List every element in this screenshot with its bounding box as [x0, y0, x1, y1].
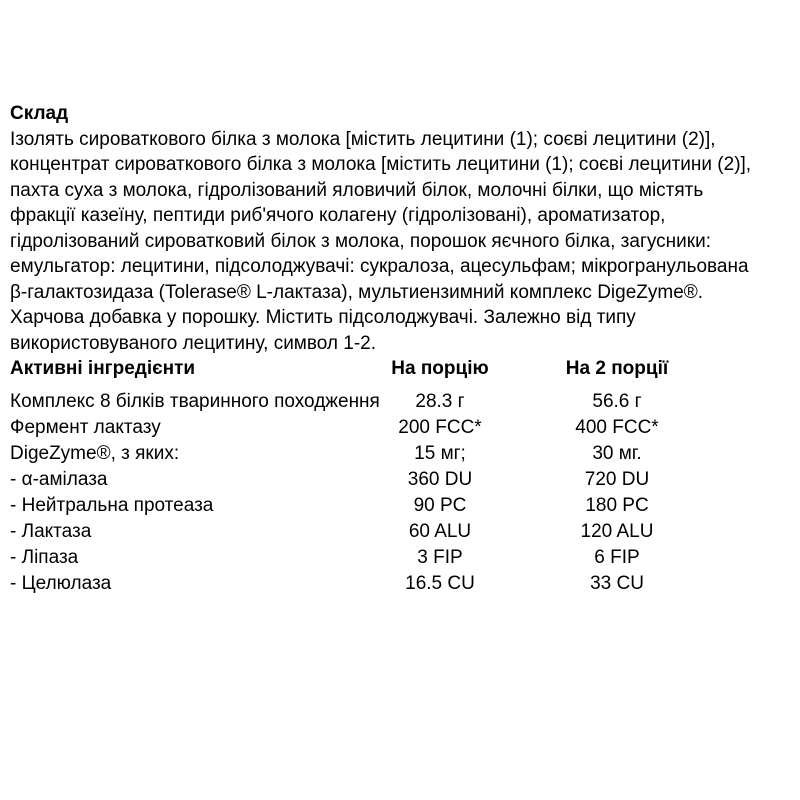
header-per-serving: На порцію: [391, 358, 489, 379]
table-row: [10, 441, 744, 467]
header-active-ingredients: Активні інгредієнти: [10, 358, 196, 379]
table-row: [10, 571, 744, 597]
per-serving-value: 28.3 г: [415, 391, 465, 412]
per-two-servings-value: 56.6 г: [592, 391, 642, 412]
table-row: [10, 415, 744, 441]
ingredient-label: - Целюлаза: [10, 573, 112, 594]
ingredients-paragraph: [10, 127, 790, 357]
ingredients-line: Харчова добавка у порошку. Містить підсолоджувачі. Залежно від типу: [10, 307, 636, 328]
ingredient-label: - Нейтральна протеаза: [10, 495, 214, 516]
table-row: [10, 519, 744, 545]
ingredients-line: концентрат сироваткового білка з молока [містить лецитини (1); соєві лецитини (2)],: [10, 154, 752, 175]
ingredient-label: - Лактаза: [10, 521, 92, 542]
per-two-servings-value: 33 CU: [590, 573, 644, 594]
ingredients-line: використовуваного лецитину, символ 1-2.: [10, 332, 377, 354]
ingredients-line: Ізолять сироваткового білка з молока [містить лецитини (1); соєві лецитини (2)],: [10, 128, 716, 150]
table-row: [10, 382, 744, 415]
ingredients-line: пахта суха з молока, гідролізований яловичий білок, молочні білки, що містять: [10, 179, 704, 201]
table-row: [10, 467, 744, 493]
table-row: [10, 545, 744, 571]
ingredients-line: гідролізований сироватковий білок з молока, порошок яєчного білка, загусники:: [10, 230, 711, 252]
per-serving-value: 200 FCC*: [398, 417, 482, 438]
ingredient-label: Комплекс 8 білків тваринного походження: [10, 391, 380, 412]
per-serving-value: 3 FIP: [417, 547, 463, 568]
per-serving-value: 60 ALU: [408, 521, 472, 542]
per-serving-value: 15 мг;: [414, 443, 466, 464]
ingredient-label: - α-амілаза: [10, 469, 108, 490]
table-row: [10, 493, 744, 519]
per-two-servings-value: 720 DU: [584, 469, 650, 490]
per-two-servings-value: 120 ALU: [580, 521, 654, 542]
ingredient-label: DigeZyme®, з яких:: [10, 443, 180, 464]
ingredients-line: емульгатор: лецитини, підсолоджувачі: сукралоза, ацесульфам; мікрогранульована: [10, 256, 749, 277]
ingredients-line: фракції казеїну, пептиди риб'ячого колагену (гідролізовані), ароматизатор,: [10, 205, 666, 226]
per-two-servings-value: 400 FCC*: [575, 417, 659, 438]
ingredient-label: - Ліпаза: [10, 547, 79, 568]
composition-heading: Склад: [10, 103, 69, 124]
header-per-two-servings: На 2 порції: [565, 358, 669, 379]
per-serving-value: 360 DU: [407, 469, 473, 490]
ingredients-line: β-галактозидаза (Tolerase® L-лактаза), мультиензимний комплекс DigeZyme®.: [10, 281, 704, 303]
per-serving-value: 16.5 CU: [405, 573, 475, 594]
table-header-row: [10, 356, 744, 382]
per-serving-value: 90 PC: [413, 495, 467, 516]
per-two-servings-value: 180 PC: [585, 495, 649, 516]
active-ingredients-table: [10, 356, 744, 597]
ingredient-label: Фермент лактазу: [10, 417, 161, 438]
per-two-servings-value: 6 FIP: [594, 547, 640, 568]
per-two-servings-value: 30 мг.: [592, 443, 642, 464]
